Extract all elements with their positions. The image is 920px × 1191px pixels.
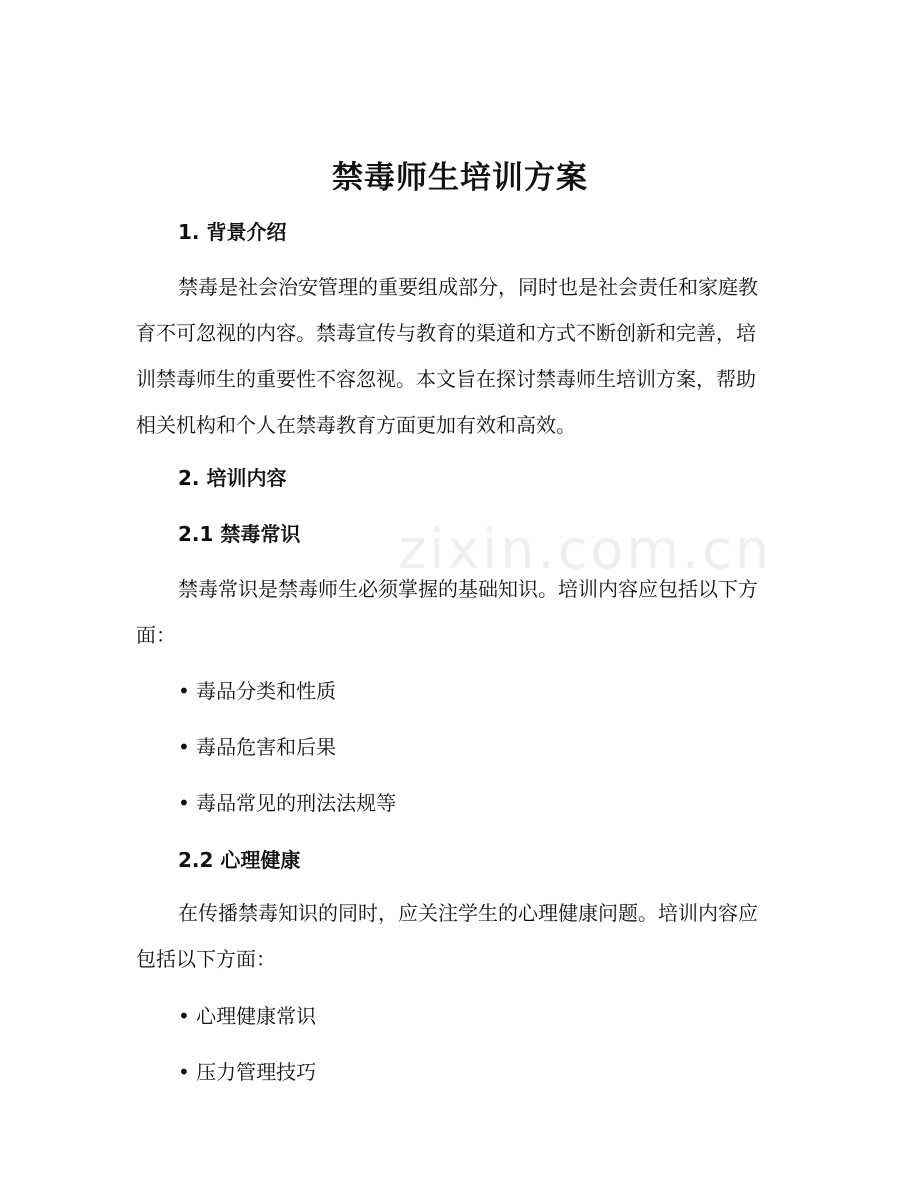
document-title: 禁毒师生培训方案: [332, 160, 588, 196]
list-item: • 毒品常见的刑法法规等: [178, 791, 397, 815]
list-item: • 毒品危害和后果: [178, 735, 337, 759]
section-heading-background: 1. 背景介绍: [178, 220, 287, 244]
paragraph-background: 禁毒是社会治安管理的重要组成部分，同时也是社会责任和家庭教育不可忽视的内容。禁毒宣传与教育的渠道和方式不断创新和完善，培训禁毒师生的重要性不容忽视。本文旨在探讨禁毒师生培训方案，帮助相关机构和个人在禁毒教育方面更加有效和高效。: [136, 275, 758, 437]
list-item: • 心理健康常识: [178, 1004, 317, 1028]
paragraph-drug-knowledge: 禁毒常识是禁毒师生必须掌握的基础知识。培训内容应包括以下方面：: [136, 577, 758, 647]
list-item: • 毒品分类和性质: [178, 679, 337, 703]
paragraph-mental-health: 在传播禁毒知识的同时，应关注学生的心理健康问题。培训内容应包括以下方面：: [136, 901, 758, 971]
subsection-heading-drug-knowledge: 2.1 禁毒常识: [178, 522, 301, 546]
list-item: • 压力管理技巧: [178, 1060, 317, 1084]
watermark: zixin.com.cn: [398, 518, 773, 581]
section-heading-training-content: 2. 培训内容: [178, 466, 287, 490]
subsection-heading-mental-health: 2.2 心理健康: [178, 848, 301, 872]
